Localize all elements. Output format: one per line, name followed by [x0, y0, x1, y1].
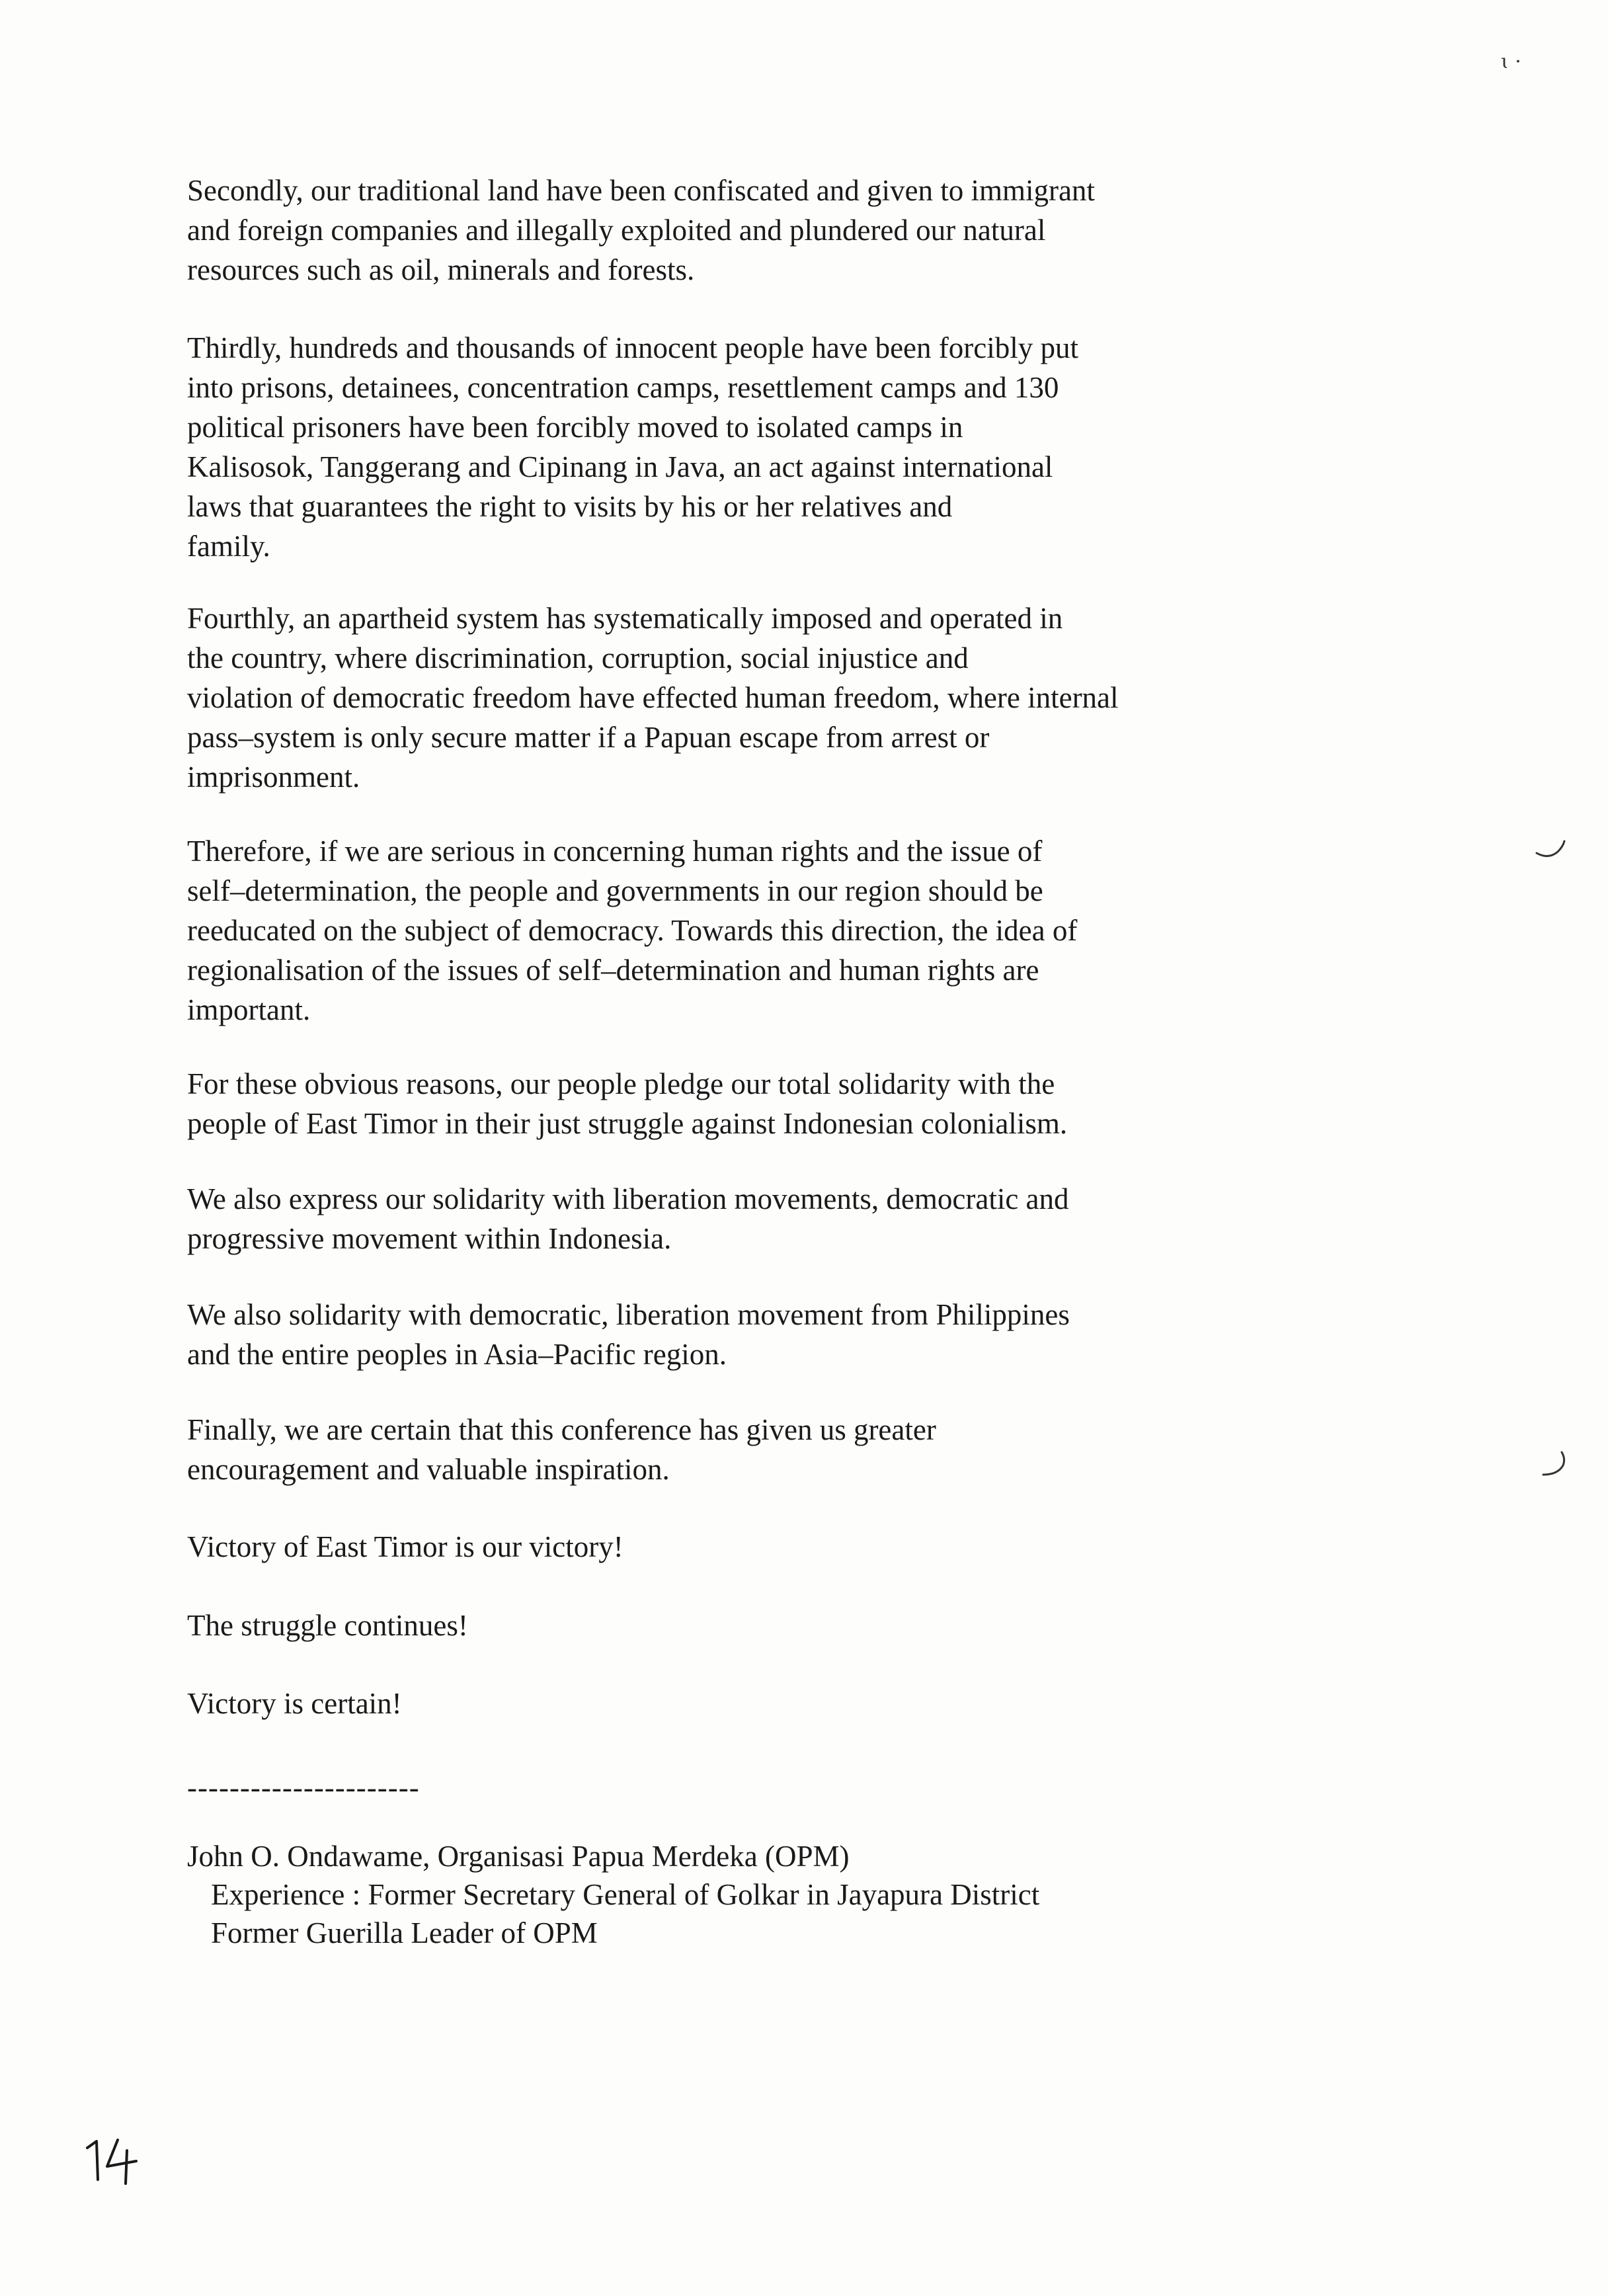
text-line: We also solidarity with democratic, liberation movement from Philippines: [187, 1298, 1070, 1331]
text-line: violation of democratic freedom have effected human freedom, where internal: [187, 681, 1119, 714]
text-line: Secondly, our traditional land have been confiscated and given to immigrant: [187, 174, 1095, 207]
text-line: Fourthly, an apartheid system has systematically imposed and operated in: [187, 602, 1063, 635]
text-line: The struggle continues!: [187, 1609, 468, 1642]
handwritten-page-number: [83, 2128, 143, 2188]
text-line: For these obvious reasons, our people pledge our total solidarity with the: [187, 1067, 1055, 1100]
text-line: important.: [187, 993, 311, 1026]
margin-tick-mark: [1534, 835, 1574, 868]
paragraph-finally: [187, 1410, 1311, 1489]
slogan-struggle-continues: [187, 1606, 1311, 1645]
text-line: family.: [187, 530, 270, 563]
text-line: into prisons, detainees, concentration camps, resettlement camps and 130: [187, 371, 1059, 404]
text-line: Thirdly, hundreds and thousands of innocent people have been forcibly put: [187, 331, 1078, 364]
paragraph-obvious-reasons: [187, 1064, 1311, 1143]
separator-line: ----------------------: [187, 1771, 420, 1804]
text-line: people of East Timor in their just struggle against Indonesian colonialism.: [187, 1107, 1068, 1140]
signature-experience: Experience : Former Secretary General of Golkar in Jayapura District: [211, 1878, 1040, 1911]
text-line: the country, where discrimination, corruption, social injustice and: [187, 641, 969, 675]
slogan-victory-certain: [187, 1684, 1311, 1723]
text-line: Victory is certain!: [187, 1687, 402, 1720]
text-line: laws that guarantees the right to visits by his or her relatives and: [187, 490, 953, 523]
signature-block: [187, 1837, 1039, 1952]
text-line: reeducated on the subject of democracy. Towards this direction, the idea of: [187, 914, 1078, 947]
corner-mark: ɩ ·: [1501, 50, 1521, 73]
margin-tick-mark: [1541, 1448, 1580, 1481]
paragraph-solidarity-philippines: [187, 1295, 1311, 1374]
text-line: Kalisosok, Tanggerang and Cipinang in Java, an act against international: [187, 450, 1053, 483]
text-line: Victory of East Timor is our victory!: [187, 1530, 623, 1563]
text-line: and the entire peoples in Asia–Pacific region.: [187, 1338, 727, 1371]
signature-name: John O. Ondawame, Organisasi Papua Merdeka (OPM): [187, 1840, 850, 1873]
paragraph-thirdly: [187, 328, 1311, 566]
text-line: Therefore, if we are serious in concerning human rights and the issue of: [187, 835, 1043, 868]
text-line: imprisonment.: [187, 760, 360, 794]
text-line: political prisoners have been forcibly moved to isolated camps in: [187, 411, 963, 444]
text-line: pass–system is only secure matter if a Papuan escape from arrest or: [187, 721, 990, 754]
text-line: encouragement and valuable inspiration.: [187, 1453, 670, 1486]
paragraph-fourthly: [187, 598, 1311, 797]
signature-role: Former Guerilla Leader of OPM: [211, 1916, 598, 1949]
text-line: We also express our solidarity with liberation movements, democratic and: [187, 1182, 1069, 1215]
paragraph-therefore: [187, 831, 1311, 1030]
slogan-victory-east-timor: [187, 1527, 1311, 1567]
text-line: regionalisation of the issues of self–determination and human rights are: [187, 954, 1039, 987]
text-line: Finally, we are certain that this conference has given us greater: [187, 1413, 936, 1446]
paragraph-secondly: [187, 171, 1311, 290]
text-line: and foreign companies and illegally exploited and plundered our natural: [187, 214, 1046, 247]
text-line: progressive movement within Indonesia.: [187, 1222, 672, 1255]
paragraph-solidarity-indonesia: [187, 1179, 1311, 1258]
text-line: resources such as oil, minerals and forests.: [187, 253, 695, 286]
text-line: self–determination, the people and governments in our region should be: [187, 874, 1043, 907]
